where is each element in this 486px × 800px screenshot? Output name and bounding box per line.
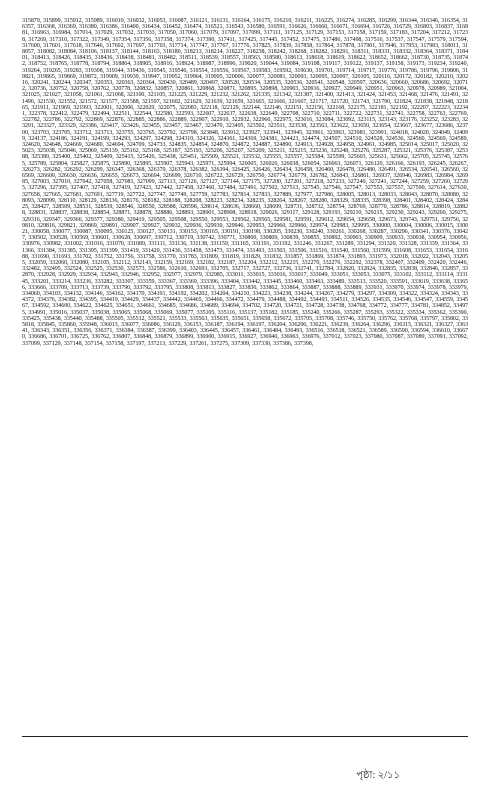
number-line: 320172, 320182, 320210, 320216, 320241, 320244, 320347, 320353, 320363, 320364, 320430, 320489, 320497, 320520, — [22, 73, 468, 87]
number-line: 333827, 333836, 333862, 333864, 333887, 333888, 333889, 333931, 333970, 333974, 333978, 333979, 334060, 334103, — [22, 284, 468, 297]
number-line: 323848, 323912, 323927, 323941, 323945, 323961, 323963, 323981, 323991, 324018, 324020, 324049, 324099, 324137, — [22, 129, 468, 142]
number-line: 319583, 319592, 319630, 319701, 319714, 319717, 319776, 319786, 319796, 319806, 319821, 319865, 319869, 319872, — [22, 67, 468, 80]
number-line: 331070, 331089, 331111, 331136, 331138, 331159, 331165, 331191, 331192, 331246, 331267, 331289, 331294, 331320, — [106, 241, 399, 248]
number-line: 323329, 323386, 323417, 323426, 323455, 323457, 323467, 323470, 323495, 323502, 323511, 323538, 323563, 323622, — [58, 123, 352, 130]
number-line: 336343, 336351, 336356, 336371, 336384, 336387, 336399, 336403, 336445, 336457, 336461, 336484, 336493, 336516, — [31, 328, 327, 335]
number-line: 332525, 332530, 332573, 332586, 332610, 332693, 332705, 332717, 332727, 332736, 332741, 332784, 332820, 332824, — [84, 266, 379, 273]
number-line: 336153, 336187, 336194, 336197, 336204, 336206, 336221, 336239, 336264, 336296, 336315, 336321, 336327, 336341, — [22, 321, 468, 335]
number-line: 328550, 328588, 328598, 328614, 328636, 328660, 328699, 328731, 328732, 328754, 328769, 328770, 328786, 328814, — [136, 204, 433, 211]
number-line: 317125, 317129, 317153, 317158, 317159, 317183, 317204, 317212, 317238, 317269, 317310, 317322, 317349, 317354, — [22, 30, 468, 43]
number-line: 336899, 336900, 336915, 336927, 336940, 336963, 336976, 337012, 337023, 337080, 337087, 337089, 337091, 337092, — [175, 334, 468, 341]
number-line: 325789, 325804, 325827, 325875, 325890, 325895, 325907, 325943, 325971, 325994, 326005, 326026, 326038, 326054, — [28, 160, 323, 167]
number-line: 336518, 336521, 336589, 336590, 336594, 336610, 336670, 336686, 336701, 336725, 336762, 336807, 336848, 336879, — [22, 328, 468, 341]
number-line: 322731, 322741, 322758, 322763, 322769, 322782, 322786, 322792, 322869, 322876, 322885, 322886, 322889, 322907, — [22, 111, 468, 124]
number-line: 329117, 329128, 329193, 329210, 329215, 329230, 329243, 329260, 329275, 329316, 329347, 329366, 329377, 329380, — [22, 210, 468, 223]
number-line: 319173, 319234, 319240, 319264, 319265, 319283, 319308, 319344, 319436, 319545, 319546, 319554, 319556, 319567, — [22, 61, 468, 74]
number-line: 332018, 332022, 332043, 332055, 332059, 332060, 332080, 332105, 332112, 332143, 332159, 332169, 332182, 332187, — [22, 253, 468, 266]
number-line: 334132, 334146, 334162, 334170, 334191, 334192, 334202, 334204, 334210, 334223, 334238, 334244, 334267, 334279, — [63, 290, 358, 297]
number-line: 318144, 318163, 318180, 318213, 318214, 318227, 318238, 318242, 318268, 318282, 318291, 318311, 318331, 318332, — [120, 49, 415, 56]
roll-number-list — [22, 18, 468, 730]
number-line: 322479, 322494, 322511, 322544, 322580, 322593, 322607, 322637, 322638, 322649, 322708, 322710, 322711, 322722, — [70, 111, 365, 118]
number-line: 334768, 334772, 334777, 334781, 334852, 334975, 334991, 335016, 335037, 335038, 335065, 335068, 335069, 335077, — [22, 303, 468, 316]
number-line: 323650, 323654, 323667, 323677, 323686, 323700, 323703, 323705, 323712, 323713, 323755, 323765, 323792, 323798, — [22, 123, 468, 136]
number-line: 317579, 317594, 317600, 317601, 317618, 317646, 317692, 317697, 317703, 317714, 317747, 317767, 317776, 317825, — [22, 36, 468, 49]
number-line: 331328, 331339, 331364, 331366, 331384, 331385, 331395, 331399, 331419, 331420, 331436, 331458, 331473, 331474, — [22, 241, 468, 254]
number-line: 325038, 325046, 325069, 325139, 325162, 325168, 325187, 325193, 325206, 325207, 325209, 325211, 325215, 325236, — [37, 148, 331, 155]
number-line: 320762, 320778, 320832, 320857, 320861, 320868, 320871, 320895, 320898, 320903, 320916, 320927, 320949, 320951, — [91, 86, 386, 93]
number-line: 327545, 327546, 327547, 327553, 327557, 327590, 327614, 327630, 327658, 327665, 327681, 327691, 327719, 327722, — [22, 185, 468, 198]
number-line: 325451, 325509, 325521, 325532, 325555, 325557, 325584, 325599, 325603, 325631, 325662, 325705, 325745, 325765, — [22, 154, 468, 167]
number-line: 328080, 328093, 328099, 328110, 328129, 328136, 328176, 328182, 328188, 328208, 328223, 328234, 328235, 328264, — [22, 191, 468, 204]
number-line: 327295, 327296, 327395, 327407, 327418, 327419, 327423, 327442, 327458, 327460, 327484, 327491, 327502, 327513, — [22, 179, 468, 192]
number-line: 324854, 324870, 324872, 324887, 324890, 324913, 324928, 324958, 324961, 324985, 325014, 325017, 325020, 325023, — [22, 142, 468, 155]
number-line: 326063, 326071, 326120, 326166, 326193, 326245, 326267, 326273, 326282, 326292, 326299, 326347, 326368, 326370, — [22, 160, 468, 173]
page-number: পৃষ্ঠা: ২/১১ — [356, 770, 400, 781]
number-line: 335438, 335440, 335488, 335505, 335512, 335521, 335533, 335563, 335635, 335651, 335658, 335672, 335705, 335708, — [42, 315, 337, 322]
number-line: 330809, 330839, 330855, 330892, 330903, 330909, 330933, 330938, 330954, 330956, 330976, 330982, 331002, 331016, — [22, 235, 468, 248]
number-line: 322129, 322144, 322146, 322151, 322156, 322168, 322175, 322181, 322192, 322207, 322223, 322341, 322378, 322412, — [22, 104, 468, 118]
number-line: 321572, 321577, 321588, 321597, 321602, 321629, 321639, 321659, 321665, 321666, 321667, 321717, 321720, 321743, — [78, 98, 373, 105]
number-line: 316837, 316881, 316963, 316984, 317014, 317029, 317032, 317033, 317050, 317060, 317079, 317097, 317099, 317111, — [22, 24, 468, 37]
number-line: 318864, 318905, 318916, 318924, 318987, 318996, 319020, 319044, 319084, 319108, 319117, 319122, 319137, 319158, — [112, 61, 407, 68]
number-line: 328267, 328280, 328329, 328335, 328398, 328401, 328402, 328424, 328425, 328427, 328509, 328531, 328539, 328546, — [22, 197, 468, 211]
number-line: 337099, 337129, 337148, 337154, 337158, 337197, 337213, 337229, 337261, 337275, 337309, 337330, 337386, 337398, — [22, 340, 314, 347]
number-line: 322910, 322932, 322960, 322975, 323016, 323084, 323092, 323115, 323143, 323176, 323252, 323283, 323291, 323327, — [22, 117, 468, 130]
number-line: 326378, 326382, 326394, 326425, 326426, 326434, 326458, 326460, 326478, 326480, 326491, 326534, 326541, 326560, — [168, 166, 463, 173]
number-line: 316452, 316474, 316521, 316543, 316580, 316591, 316626, 316660, 316671, 316694, 316726, 316729, 316803, — [162, 24, 436, 31]
number-line: 317839, 317858, 317864, 317878, 317901, 317946, 317953, 317983, 318011, 318057, 318082, 318084, 318106, 318137, — [22, 42, 468, 56]
footer-rule — [22, 736, 468, 737]
number-line: 318580, 318613, 318618, 318619, 318622, 318652, 318662, 318730, 318735, 318742, 318752, 318765, 318778, 318794, — [22, 55, 468, 68]
number-line: 330125, 330127, 330131, 330153, 330165, 330191, 330198, 330205, 330230, 330240, 330261, 330268, 330287, 330296, — [115, 228, 412, 235]
number-line: 334466, 334472, 334479, 334488, 334492, 334493, 334511, 334526, 334535, 334546, 334547, 334559, 334567, 334592, — [22, 297, 468, 310]
number-line: 326782, 326843, 326861, 326937, 326946, 326983, 326984, 326985, 327003, 327010, 327042, 327058, 327081, 327099, — [22, 173, 468, 186]
number-line: 327747, 327749, 327759, 327783, 327814, 327833, 327889, 327977, 327986, 328005, 328013, 328033, 328043, 328070, — [147, 191, 442, 198]
number-line: 330341, 330376, 330427, 330502, 330528, 330569, 330601, 330628, 330697, 330712, 330719, 330742, 330771, 330800, — [22, 228, 468, 242]
number-line: 333236, 333282, 333307, 333359, 333367, 333369, 333396, 333404, 333442, 333445, 333460, 333463, 333489, 333513, — [73, 278, 369, 285]
number-line: 329419, 329505, 329508, 329550, 329553, 329562, 329565, 329581, 329591, 329612, 329654, 329658, 329673, 329743, — [126, 216, 421, 223]
number-line: 324186, 324191, 324199, 324293, 324297, 324298, 324310, 324326, 324361, 324369, 324381, 324423, 324474, 324507, — [49, 135, 344, 142]
number-line: 318364, 318371, 318401, 318413, 318426, 318435, 318436, 318438, 318481, 318482, 318511, 318539, 318557, 318563, — [22, 49, 468, 62]
number-line: 332835, 332838, 332846, 332857, 332870, 332928, 332929, 332934, 332943, 332946, 332952, 332977, 332979, 332985, — [22, 266, 468, 279]
number-line: 321790, 321824, 321838, 321848, 321865, 321911, 321969, 321993, 322001, 322006, 322029, 322075, 322083, 322118, — [22, 98, 468, 111]
number-line: 334600, 334622, 334625, 334651, 334661, 334685, 334686, 334689, 334694, 334702, 334720, 334721, 334728, 334738, — [52, 303, 348, 310]
number-line: 334297, 334309, 334322, 334324, 334343, 334372, 334376, 334382, 334395, 334419, 334429, 334437, 334442, 334465, — [22, 290, 468, 304]
number-line: 319909, 319939, 319947, 319952, 319964, 319995, 320006, 320077, 320081, 320093, 320095, 320097, 320105, 320116, — [100, 73, 394, 80]
number-line: 327113, 327126, 327127, 327144, 327175, 327200, 327201, 327218, 327233, 327240, 327241, 327244, 327259, 327260, — [157, 179, 454, 186]
number-line: 332204, 332212, 332215, 332270, 332276, 332292, 332378, 332407, 332409, 332420, 332446, 332482, 332495, 332524, — [22, 259, 468, 273]
roll-number-text — [22, 18, 468, 347]
number-line: 331752, 331756, 331758, 331770, 331783, 331809, 331819, 331829, 331832, 331857, 331869, 331874, 331893, 331973, — [94, 253, 390, 260]
number-line: 333011, 333015, 333016, 333017, 333049, 333051, 333053, 333075, 333102, 333112, 333114, 333145, 333201, 333214, — [22, 272, 468, 285]
number-line: 335105, 335116, 335137, 335182, 335185, 335240, 335266, 335287, 335293, 335322, 335334, 335362, 335390, 335425, — [22, 309, 468, 322]
number-line: 328819, 328828, 328831, 328837, 328838, 328854, 328871, 328878, 328886, 328893, 328901, 328908, 328918, 329026, — [22, 204, 468, 217]
number-line: 329960, 329966, 329974, 329983, 329995, 330000, 330004, 330006, 330015, 330021, 330058, 330077, 330087, 330095, — [22, 222, 468, 235]
number-line: 324510, 324528, 324536, 324560, 324569, 324589, 324620, 324648, 324669, 324680, 324694, 324709, 324733, 324835, — [22, 135, 468, 149]
number-line: 335746, 335750, 335762, 335768, 335797, 335802, 335818, 335845, 335860, 335948, 336013, 336077, 336086, 336129, — [22, 315, 468, 328]
number-line: 325248, 325276, 325287, 325321, 325376, 325387, 325388, 325389, 325400, 325402, 325409, 325415, 325426, 325438, — [22, 148, 468, 161]
number-line: 316225, 316274, 316285, 316299, 316344, 316346, 316354, 316357, 316368, 316369, 316380, 316386, 316400, 316434, — [22, 18, 468, 31]
number-line: 326569, 326600, 326630, 326636, 326655, 326673, 326694, 326699, 326710, 326722, 326729, 326750, 326774, 326779, — [22, 166, 468, 180]
number-line: 317356, 317358, 317374, 317390, 317411, 317425, 317445, 317452, 317475, 317486, 317498, 317516, 317537, 317547, — [133, 36, 428, 43]
number-line: 320534, 320535, 320536, 320541, 320548, 320597, 320636, 320660, 320686, 320692, 320712, 320736, 320752, 320758, — [22, 80, 468, 93]
number-line: 320963, 320978, 320989, 321004, 321025, 321027, 321058, 321061, 321068, 321100, 321105, 321225, 321229, 321232, — [22, 86, 468, 99]
number-line: 321262, 321335, 321342, 321387, 321400, 321413, 321424, 321453, 321468, 321476, 321491, 321496, 321530, 321552, — [22, 92, 468, 105]
number-line: 331493, 331503, 331506, 331516, 331540, 331560, 331599, 331608, 331653, 331654, 331688, 331690, 331693, 331702, — [22, 247, 468, 260]
number-line: 315879, 315899, 315912, 315989, 316010, 316032, 316053, 316087, 316121, 316131, 316164, 316175, 316210, 316211, — [22, 18, 316, 24]
number-line: 333520, 333591, 333619, 333638, 333656, 333666, 333709, 333713, 333739, 333790, 333792, 333795, 333808, 333813, — [22, 278, 468, 291]
number-line: 329751, 329756, 329810, 329816, 329821, 329869, 329891, 329907, 329927, 329932, 329936, 329939, 329946, 329953, — [22, 216, 468, 229]
